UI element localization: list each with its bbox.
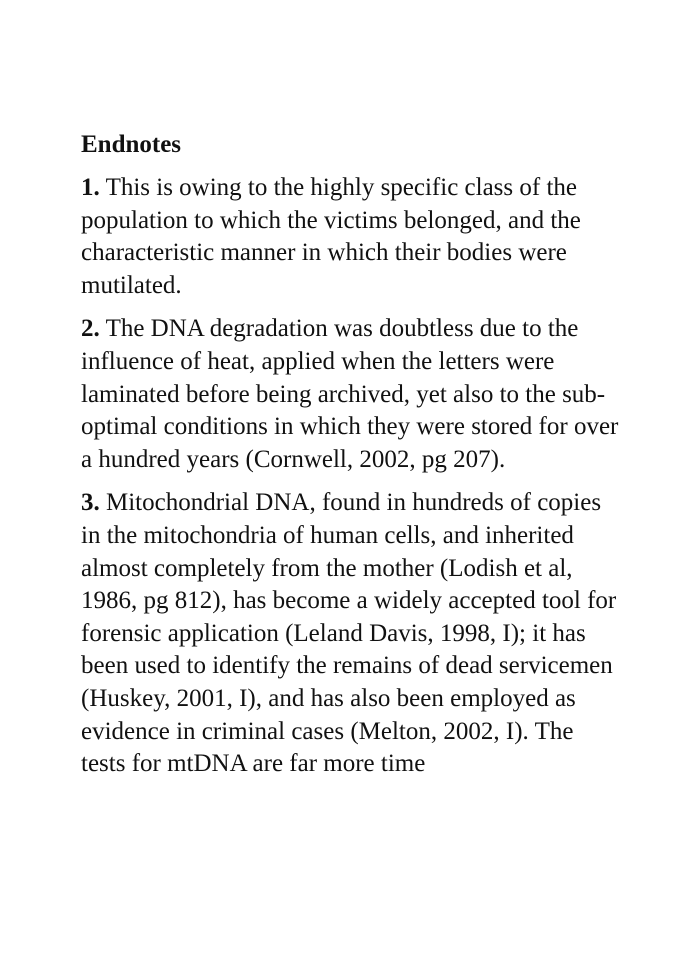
endnote-text: Mitochondrial DNA, found in hundreds of copies in the mitochondria of human cells, and inherited almost completely from the mother (Lodish et al, 1986, pg 812), has become a widely accepted tool for forensic application (Leland Davis, 1998, I); it has been used to identify the remains of dead servicemen (Huskey, 2001, I), and has also been employed as evidence in criminal cases (Melton, 2002, I). The tests for mtDNA are far more time	[81, 489, 617, 778]
endnotes-page	[81, 128, 621, 792]
endnote-number: 2.	[81, 315, 100, 343]
endnote-text: The DNA degradation was doubtless due to the influence of heat, applied when the letters were laminated before being archived, yet also to the sub-optimal conditions in which they were stored for over a hundred years (Cornwell, 2002, pg 207).	[81, 315, 619, 473]
endnote-number: 3.	[81, 489, 100, 517]
endnote-2	[81, 313, 621, 476]
endnote-text: This is owing to the highly specific class of the population to which the victims belonged, and the characteristic manner in which their bodies were mutilated.	[81, 174, 581, 299]
endnote-1	[81, 172, 621, 302]
endnotes-heading: Endnotes	[81, 131, 182, 158]
endnote-3	[81, 487, 621, 780]
endnote-number: 1.	[81, 174, 100, 201]
